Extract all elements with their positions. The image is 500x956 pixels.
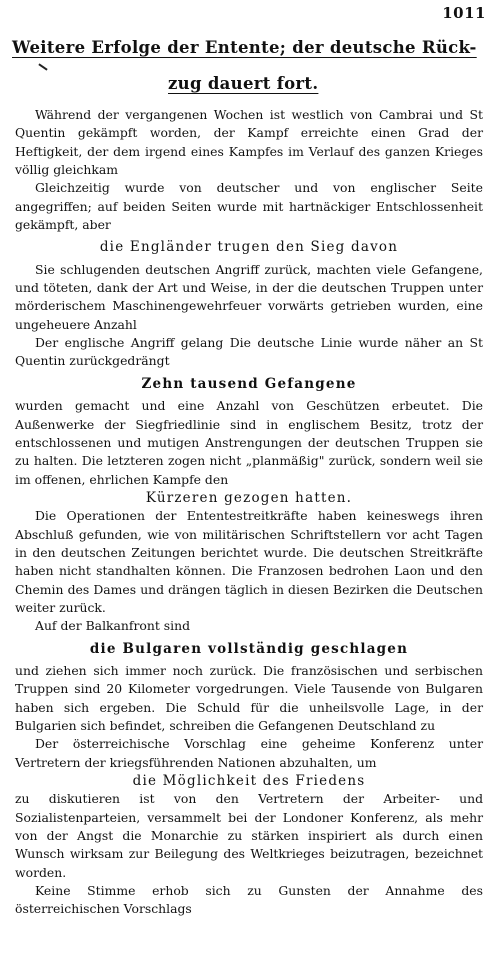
article-body	[15, 106, 483, 919]
headline-line-2: zug dauert fort.	[168, 74, 319, 93]
paragraph: Keine Stimme erhob sich zu Gunsten der Annahme des österreichischen Vorschlags	[15, 883, 483, 917]
print-speck	[38, 63, 47, 70]
paragraph: zu diskutieren ist von den Vertretern der Arbeiter- und Sozialistenparteien, versammelt bei der Londoner Konferenz, als mehr von der Angst die Monarchie zu stärken inspiriert als durch einen Wunsch wirksam zur Beilegung des Weltkrieges beizutragen, bezeichnet worden.	[15, 791, 483, 880]
paragraph: Gleichzeitig wurde von deutscher und von englischer Seite angegriffen; auf beiden Seiten wurde mit hartnäckiger Entschlossenheit gekämpft, aber	[15, 180, 483, 233]
paragraph: Sie schlugenden deutschen Angriff zurück, machten viele Gefangene, und töteten, dank der Art und Weise, in der die deutschen Truppen unter mörderischem Maschinengewehrfeuer vorwärts getrieben wurden, eine ungeheuere Anzahl	[15, 261, 483, 332]
subheading: Zehn tausend Gefangene	[141, 375, 357, 392]
page-number: 1011	[442, 4, 486, 22]
subheading: die Möglichkeit des Friedens	[132, 773, 366, 790]
paragraph: Der englische Angriff gelang Die deutsche Linie wurde näher an St Quentin zurückgedrängt	[15, 335, 483, 369]
paragraph: Während der vergangenen Wochen ist westlich von Cambrai und St Quentin gekämpft worden, der Kampf erreichte einen Grad der Heftigkeit, der dem irgend eines Kampfes im Verlauf des ganzen Krieges völlig gleichkam	[15, 107, 483, 178]
paragraph: wurden gemacht und eine Anzahl von Geschützen erbeutet. Die Außenwerke der Siegfriedlinie sind in englischem Besitz, trotz der entschlossenen und mutigen Anstrengungen der deutschen Truppen sie zu halten. Die letzteren zogen nicht „planmäßig" zurück, sondern weil sie im offenen, ehrlichen Kampfe den	[15, 398, 483, 487]
paragraph: und ziehen sich immer noch zurück. Die französischen und serbischen Truppen sind 20 Kilometer vorgedrungen. Viele Tausende von Bulgaren haben sich ergeben. Die Schuld für die unheilsvolle Lage, in der Bulgarien sich befindet, schreiben die Gefangenen Deutschland zu	[15, 662, 483, 733]
paragraph: Der österreichische Vorschlag eine geheime Konferenz unter Vertretern der kriegsführenden Nationen abzuhalten, um	[15, 736, 483, 770]
subheading: die Engländer trugen den Sieg davon	[99, 239, 399, 256]
paragraph: Die Operationen der Ententestreitkräfte haben keineswegs ihren Abschluß gefunden, wie von militärischen Schriftstellern vor acht Tagen in den deutschen Zeitungen berichtet wurde. Die deutschen Streitkräfte haben nicht standhalten können. Die Franzosen bedrohen Laon und den Chemin des Dames und drängen täglich in diesen Bezirken die Deutschen weiter zurück.	[15, 508, 483, 615]
subheading: Kürzeren gezogen hatten.	[145, 489, 353, 506]
paragraph: Auf der Balkanfront sind	[35, 618, 191, 634]
subheading: die Bulgaren vollständig geschlagen	[89, 640, 409, 657]
headline-line-1: Weitere Erfolge der Entente; der deutsche Rück-	[12, 38, 477, 57]
